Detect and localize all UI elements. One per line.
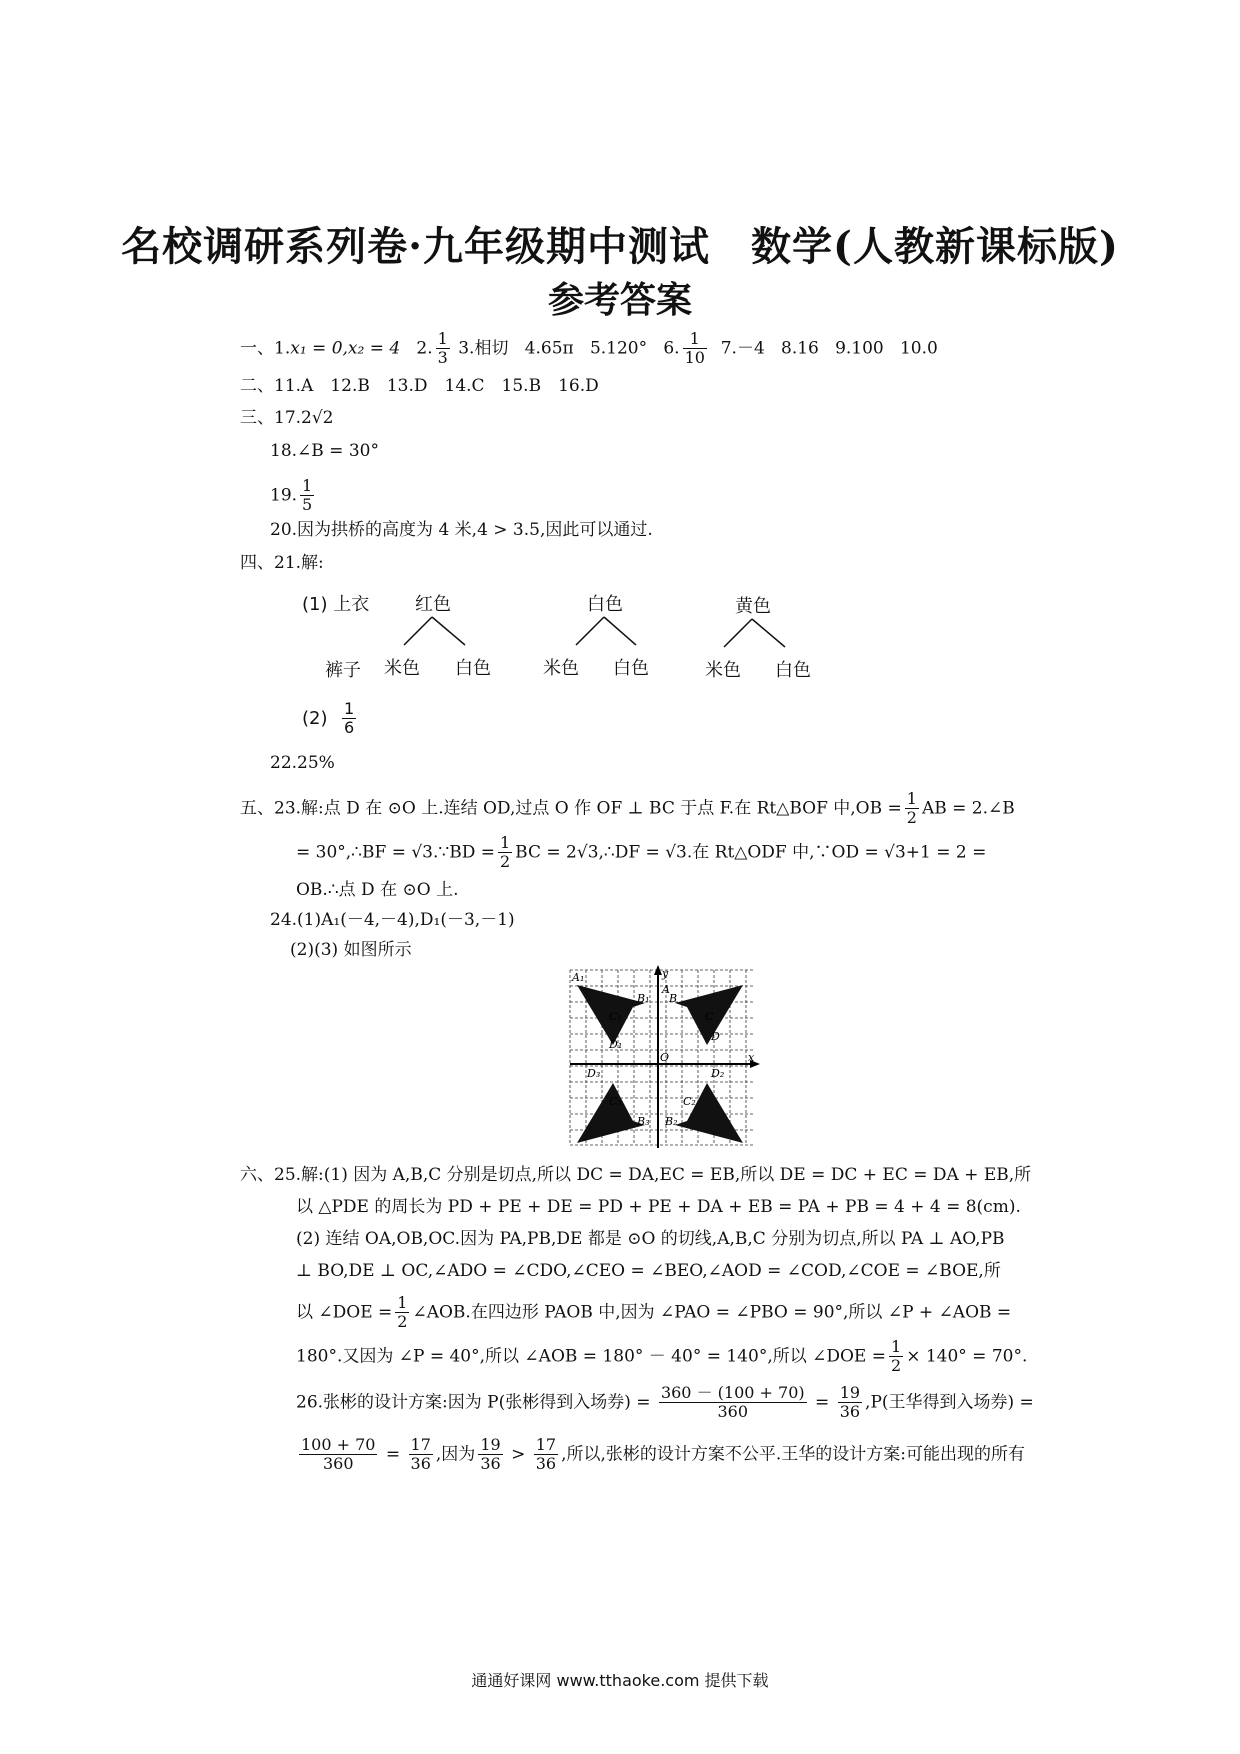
- grid-label-a1: A₁: [572, 971, 585, 984]
- answer-q2-fraction: $\frac{1}{3}$: [437, 329, 448, 368]
- tree-label-shirt: (1) 上衣: [302, 594, 370, 615]
- answer-q25-line1: 六、25.解:(1) 因为 A,B,C 分别是切点,所以 DC = DA,EC = EB,所以 DE = DC + EC = DA + EB,所: [240, 1165, 1032, 1185]
- answer-q26-line2: $\frac{100 + 70}{360}$ = $\frac{17}{36}$ ,因为 $\frac{19}{36}$ > $\frac{17}{36}$ ,所以,张彬的设计方案不公平.王华的设计方案:可能出现的所有: [301, 1435, 1026, 1474]
- answer-q25-line5: 以 ∠DOE = $\frac{1}{2}$ ∠AOB.在四边形 PAOB 中,因为 ∠PAO = ∠PBO = 90°,所以 ∠P + ∠AOB =: [296, 1293, 1012, 1332]
- tree-pants-3: 米色: [543, 658, 579, 679]
- q26-fraction-3: $\frac{100 + 70}{360}$: [301, 1435, 376, 1474]
- answer-q9: 9.100: [835, 338, 884, 359]
- tree-pants-5: 米色: [705, 660, 741, 681]
- grid-label-b2: B₂: [665, 1115, 678, 1128]
- page-subtitle: 参考答案: [547, 280, 692, 321]
- answer-q8: 8.16: [781, 338, 819, 359]
- grid-label-d: D: [711, 1030, 720, 1043]
- tree-shirt-white: 白色: [587, 594, 623, 615]
- tree-pants-2: 白色: [455, 658, 491, 679]
- tree-shirt-yellow: 黄色: [735, 596, 771, 617]
- grid-label-c1: C₁: [609, 1010, 622, 1023]
- footer-text: 通通好课网 www.tthaoke.com 提供下载: [471, 1671, 769, 1690]
- answer-q5: 5.120°: [589, 338, 648, 359]
- answer-q25-line6: 180°.又因为 ∠P = 40°,所以 ∠AOB = 180° － 40° = 140°,所以 ∠DOE = $\frac{1}{2}$ × 140° = 70°.: [296, 1337, 1028, 1376]
- q26-fraction-4: $\frac{17}{36}$: [410, 1435, 431, 1474]
- answer-q21-2-fraction: $\frac{1}{6}$: [343, 699, 355, 738]
- grid-label-x: x: [748, 1051, 755, 1064]
- grid-label-c2: C₂: [683, 1095, 696, 1108]
- answer-q24-1: 24.(1)A₁(－4,－4),D₁(－3,－1): [270, 910, 515, 930]
- grid-label-d1: D₁: [609, 1038, 623, 1051]
- answer-q25-line4: ⊥ BO,DE ⊥ OC,∠ADO = ∠CDO,∠CEO = ∠BEO,∠AOD = ∠COD,∠COE = ∠BOE,所: [296, 1261, 1001, 1281]
- q26-fraction-6: $\frac{17}{36}$: [535, 1435, 557, 1474]
- tree-pants-4: 白色: [613, 658, 649, 679]
- answer-q22: 22.25%: [270, 753, 335, 773]
- grid-label-d2: D₂: [711, 1067, 725, 1080]
- answer-q23-line3: OB.∴点 D 在 ⊙O 上.: [296, 880, 459, 900]
- q26-fraction-2: $\frac{19}{36}$: [839, 1383, 861, 1422]
- tree-pants-1: 米色: [384, 658, 420, 679]
- page-title: 名校调研系列卷·九年级期中测试 数学(人教新课标版): [121, 223, 1119, 270]
- answer-q4: 4.65π: [524, 338, 574, 359]
- answer-q21: 四、21.解:: [240, 553, 324, 573]
- grid-label-o: O: [660, 1051, 670, 1064]
- answer-q18: 18.∠B = 30°: [270, 441, 379, 461]
- answer-q25-line3: (2) 连结 OA,OB,OC.因为 PA,PB,DE 都是 ⊙O 的切线,A,B,C 分别为切点,所以 PA ⊥ AO,PB: [296, 1229, 1005, 1249]
- answer-q23-line1: 五、23.解:点 D 在 ⊙O 上.连结 OD,过点 O 作 OF ⊥ BC 于点 F.在 Rt△BOF 中,OB = $\frac{1}{2}$ AB = 2.∠B: [240, 789, 1015, 828]
- answer-q6-fraction: $\frac{1}{10}$: [684, 329, 705, 368]
- answer-q7: 7.－4: [720, 338, 765, 359]
- answer-q6-label: 6.: [663, 338, 680, 359]
- grid-label-b3: B₃: [637, 1115, 650, 1128]
- q25-fraction-1: $\frac{1}{2}$: [397, 1293, 408, 1332]
- answer-q24-2: (2)(3) 如图所示: [290, 940, 412, 960]
- grid-label-b: B: [669, 992, 678, 1005]
- section2-line: 二、11.A 12.B 13.D 14.C 15.B 16.D: [240, 376, 599, 396]
- grid-label-y: y: [662, 967, 669, 980]
- q23-fraction-1: $\frac{1}{2}$: [906, 789, 917, 828]
- answer-q20: 20.因为拱桥的高度为 4 米,4 > 3.5,因此可以通过.: [270, 520, 653, 540]
- answer-q23-line2: = 30°,∴BF = √3.∵BD = $\frac{1}{2}$ BC = 2√3,∴DF = √3.在 Rt△ODF 中,∵OD = √3+1 = 2 =: [296, 833, 987, 872]
- answer-q25-line2: 以 △PDE 的周长为 PD + PE + DE = PD + PE + DA + EB = PA + PB = 4 + 4 = 8(cm).: [296, 1197, 1021, 1217]
- answer-q19-fraction: $\frac{1}{5}$: [302, 476, 313, 515]
- answer-q10: 10.0: [899, 338, 938, 359]
- grid-label-a: A: [662, 983, 670, 996]
- tree-pants-6: 白色: [775, 660, 811, 681]
- answer-q2-label: 2.: [416, 338, 433, 359]
- answer-q21-2: (2) $\frac{1}{6}$: [302, 699, 355, 738]
- q26-fraction-5: $\frac{19}{36}$: [480, 1435, 501, 1474]
- tree-branches: [0, 0, 1240, 700]
- grid-label-c3: C₃: [609, 1095, 622, 1108]
- grid-label-c: C: [705, 1010, 714, 1023]
- section1-prefix: 一、1.: [240, 338, 291, 359]
- q23-fraction-2: $\frac{1}{2}$: [499, 833, 511, 872]
- tree-label-pants: 裤子: [325, 660, 361, 681]
- answer-q17: 三、17.2√2: [240, 408, 334, 428]
- grid-label-b1: B₁: [637, 992, 650, 1005]
- answer-q26-line1: 26.张彬的设计方案:因为 P(张彬得到入场券) = $\frac{360 - (100 + 70)}{360}$ = $\frac{19}{36}$ ,P(王华得到入场券) =: [296, 1383, 1034, 1422]
- q26-fraction-1: $\frac{360 - (100 + 70)}{360}$: [660, 1383, 805, 1422]
- q25-fraction-2: $\frac{1}{2}$: [891, 1337, 902, 1376]
- coordinate-grid-figure: [565, 965, 760, 1150]
- answer-q1: x₁ = 0,x₂ = 4: [290, 338, 401, 359]
- answer-q19: 19. $\frac{1}{5}$: [270, 476, 313, 515]
- grid-label-d3: D₃: [587, 1067, 601, 1080]
- tree-shirt-red: 红色: [415, 594, 451, 615]
- answer-q3: 3.相切: [458, 338, 509, 359]
